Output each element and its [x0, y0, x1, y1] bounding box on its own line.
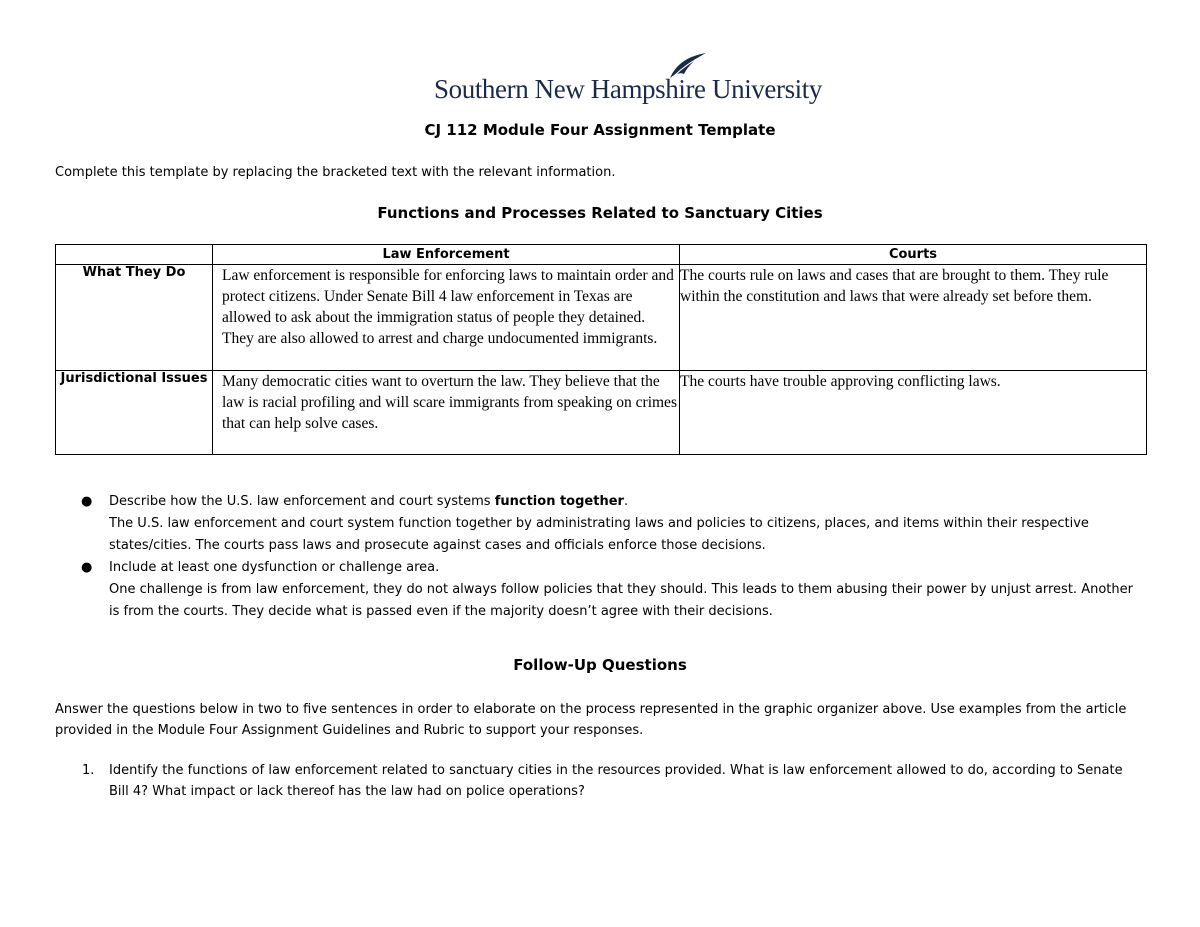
follow-up-heading: Follow-Up Questions	[513, 656, 687, 674]
follow-up-intro: Answer the questions below in two to five sentences in order to elaborate on the process represented in the graphic organizer above. Use examples from the article provided in the Module Four Assignment Guidelines and Rubric to support your responses.	[55, 702, 1127, 738]
table-cell: Law enforcement is responsible for enforcing laws to maintain order and protect citizens. Under Senate Bill 4 law enforcement in Texas are allowed to ask about the immigration status of people they detained. They are also allowed to arrest and charge undocumented immigrants.	[213, 265, 680, 371]
prompt-text: Include at least one dysfunction or challenge area.	[109, 560, 440, 575]
list-item	[55, 557, 1135, 623]
organizer-table	[55, 244, 1147, 455]
table-header-courts: Courts	[680, 245, 1147, 265]
prompt-end: .	[623, 494, 629, 509]
bullet-list	[55, 491, 1135, 623]
table-header-row	[56, 245, 1147, 265]
bullet-prompt	[109, 491, 1135, 513]
bullet-answer: The U.S. law enforcement and court system function together by administrating laws and policies to citizens, places, and items within their respective states/cities. The courts pass laws and prosecute against cases and officials enforce those decisions.	[109, 516, 1089, 553]
table-cell: The courts rule on laws and cases that are brought to them. They rule within the constitution and laws that were already set before them.	[680, 265, 1147, 371]
bullet-icon: ●	[81, 494, 93, 509]
table-cell: Many democratic cities want to overturn the law. They believe that the law is racial profiling and will scare immigrants from speaking on crimes that can help solve cases.	[213, 371, 680, 455]
table-header-law-enforcement: Law Enforcement	[213, 245, 680, 265]
bullet-icon: ●	[81, 560, 93, 575]
bullet-prompt	[109, 557, 1135, 579]
row-label: What They Do	[56, 265, 213, 371]
bullet-answer: One challenge is from law enforcement, they do not always follow policies that they should. This leads to them abusing their power by unjust arrest. Another is from the courts. They decide what is passed even if the majority doesn’t agree with their decisions.	[109, 582, 1133, 619]
list-item	[55, 760, 1135, 802]
logo-text: Southern New Hampshire University	[434, 74, 822, 104]
page-title: CJ 112 Module Four Assignment Template	[424, 121, 776, 139]
list-item	[55, 491, 1135, 557]
table-row	[56, 371, 1147, 455]
prompt-text: Describe how the U.S. law enforcement and court systems	[109, 494, 495, 509]
prompt-bold: function together	[494, 494, 624, 509]
question-text: Identify the functions of law enforcement related to sanctuary cities in the resources provided. What is law enforcement allowed to do, according to Senate Bill 4? What impact or lack thereof has the law had on police operations?	[109, 763, 1123, 799]
table-cell: The courts have trouble approving conflicting laws.	[680, 371, 1147, 455]
intro-text: Complete this template by replacing the bracketed text with the relevant information.	[55, 165, 616, 180]
university-logo	[434, 52, 822, 104]
table-header-empty	[56, 245, 213, 265]
table-row	[56, 265, 1147, 371]
section-heading: Functions and Processes Related to Sanctuary Cities	[377, 204, 823, 222]
question-number: 1.	[82, 763, 95, 778]
row-label: Jurisdictional Issues	[56, 371, 213, 455]
question-list	[55, 760, 1135, 802]
